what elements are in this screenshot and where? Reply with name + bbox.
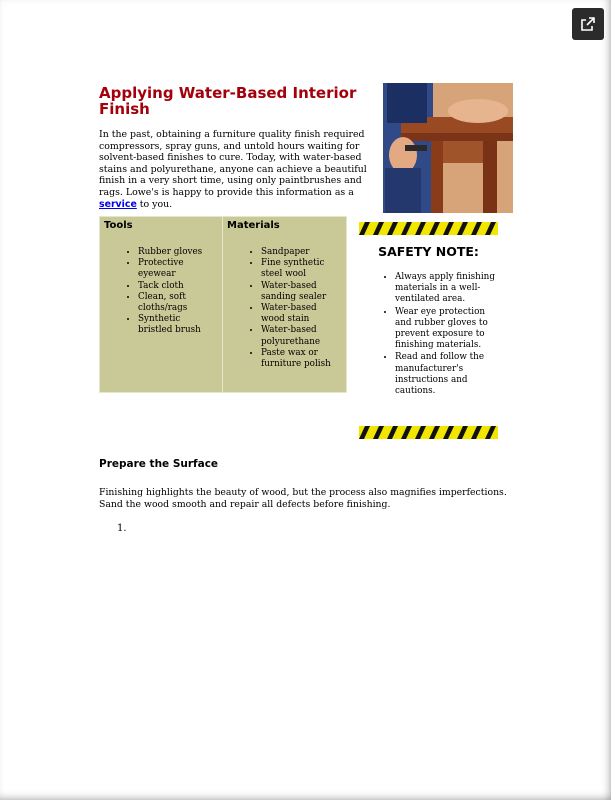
list-item: • Fine synthetic steel wool: [261, 258, 340, 280]
materials-heading: Materials: [227, 220, 280, 231]
step-number: 1.: [117, 523, 127, 534]
section-heading: Prepare the Surface: [99, 458, 219, 470]
list-item: • Sandpaper: [261, 247, 340, 258]
page-title: Applying Water-Based Interior Finish: [99, 84, 357, 118]
safety-note-heading: SAFETY NOTE:: [378, 244, 479, 259]
materials-list: [223, 247, 346, 370]
hazard-stripe-top: [359, 222, 498, 235]
service-link[interactable]: service: [99, 198, 137, 210]
section-body-text: Finishing highlights the beauty of wood, but the process also magnifies imperfections. Sand the wood smooth and repair all defects before finishing.: [99, 487, 507, 510]
hazard-stripe-bottom: [359, 426, 498, 439]
list-item: • Rubber gloves: [138, 247, 216, 258]
list-item: • Water-based polyurethane: [261, 325, 340, 347]
intro-text-end: to you.: [136, 198, 173, 210]
tools-list: [100, 247, 222, 337]
list-item: • Water-based sanding sealer: [261, 281, 340, 303]
intro-text: In the past, obtaining a furniture quality finish required compressors, spray guns, and untold hours waiting for solvent-based finishes to cure. Today, with water-based stains and polyurethane, anyone can achieve a beautiful finish in a very short time, using only paintbrushes and rags. Lowe's is happy to provide this information as a: [99, 129, 367, 198]
list-item: • Clean, soft cloths/rags: [138, 292, 216, 314]
list-item: • Synthetic bristled brush: [138, 314, 216, 336]
tools-column: [100, 217, 223, 392]
tools-heading: Tools: [104, 220, 133, 231]
list-item: • Paste wax or furniture polish: [261, 348, 340, 370]
open-in-new-window-button[interactable]: [572, 8, 604, 40]
list-item: • Tack cloth: [138, 281, 216, 292]
list-item: • Protective eyewear: [138, 258, 216, 280]
list-item: • Wear eye protection and rubber gloves to prevent exposure to finishing materials.: [395, 307, 498, 352]
materials-column: [223, 217, 346, 392]
list-item: • Always apply finishing materials in a well-ventilated area.: [395, 272, 498, 306]
tools-materials-panel: [99, 216, 347, 393]
list-item: • Read and follow the manufacturer's instructions and cautions.: [395, 352, 498, 397]
intro-paragraph: [99, 129, 375, 210]
safety-note-list: [359, 272, 498, 398]
open-in-new-icon: [580, 16, 596, 32]
list-item: • Water-based wood stain: [261, 303, 340, 325]
furniture-finishing-photo: [383, 83, 513, 213]
